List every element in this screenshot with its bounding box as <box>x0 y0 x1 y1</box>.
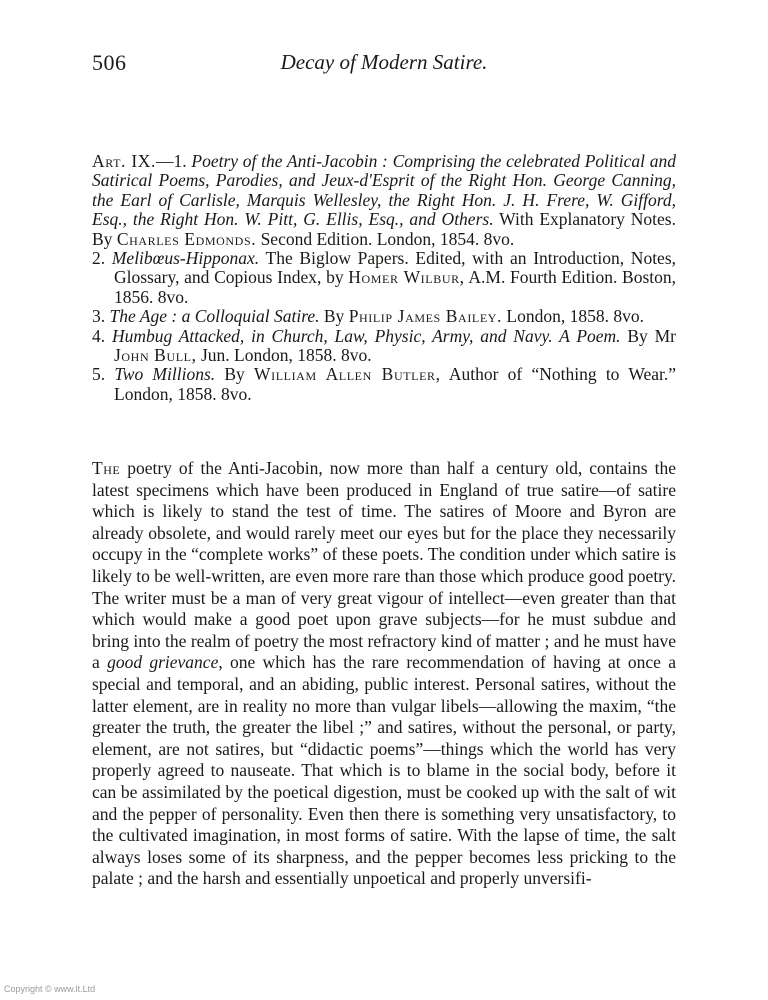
entry-title: Two Millions. <box>114 364 216 385</box>
entry-imprint: Author of “Nothing to Wear.” London, 1858. 8vo. <box>114 364 676 404</box>
entry-imprint: Second Edition. London, 1854. 8vo. <box>260 228 515 249</box>
running-title: Decay of Modern Satire. <box>280 50 488 74</box>
entry-title: Poetry of the Anti-Jacobin : Comprising the celebrated Political and Satirical Poems, Parodies, and Jeux-d'Esprit of the Right Hon. George Canning, the Earl of Carlisle, Marquis Wellesley, the Right Hon. J. H. Frere, W. Gifford, Esq., the Right Hon. W. Pitt, G. Ellis, Esq., and Others. <box>92 151 676 230</box>
article-label: Art. IX. <box>92 151 157 171</box>
bibliography-entry-1 <box>92 152 676 249</box>
entry-author: William Allen Butler, <box>254 364 441 385</box>
entry-number: 5. <box>92 364 106 385</box>
page-header <box>92 50 676 80</box>
entry-title: The Age : a Colloquial Satire. <box>109 306 320 327</box>
bibliography-entry-3 <box>92 307 676 326</box>
entry-number: —1. <box>156 151 187 171</box>
body-text-part-1: poetry of the Anti-Jacobin, now more than half a century old, contains the latest specimens which have been produced in England of true satire—of satire which is likely to stand the test of time. The satires of Moore and Byron are already obsolete, and would rarely meet our eyes but for the place they necessarily occupy in the “complete works” of these poets. The condition under which satire is likely to be well-written, are even more rare than those which produce good poetry. The writer must be a man of very great vigour of intellect—even greater than that which would make a good poet upon grave subjects—for he must subdue and bring into the realm of poetry the most refractory kind of matter ; and he must have a <box>92 458 676 673</box>
entry-note: With Explanatory Notes. By <box>92 209 676 249</box>
entry-note: By <box>323 306 345 327</box>
entry-author: Homer Wilbur, <box>348 267 465 288</box>
entry-author: John Bull, <box>114 345 197 366</box>
entry-note: By Mr <box>627 325 676 346</box>
entry-title: Humbug Attacked, in Church, Law, Physic, Army, and Navy. A Poem. <box>111 325 621 346</box>
page-number: 506 <box>92 50 127 75</box>
entry-title: Melibœus-Hipponax. <box>111 248 260 269</box>
entry-note: The Biglow Papers. Edited, with an Introduction, Notes, Glossary, and Copious Index, by <box>114 248 677 288</box>
entry-note: By <box>224 364 245 385</box>
entry-author: Charles Edmonds. <box>116 228 257 249</box>
bibliography-entry-4 <box>92 327 676 366</box>
entry-number: 4. <box>92 325 106 346</box>
entry-number: 3. <box>92 306 106 327</box>
body-emphasis: good grievance <box>107 652 219 673</box>
entry-imprint: A.M. Fourth Edition. Boston, 1856. 8vo. <box>114 267 676 307</box>
copyright-watermark: Copyright © www.lt.Ltd <box>4 984 96 994</box>
entry-imprint: London, 1858. 8vo. <box>506 306 644 327</box>
bibliography-entry-5 <box>92 365 676 404</box>
paragraph-lead-word: The <box>92 458 121 478</box>
bibliography-entry-2 <box>92 249 676 307</box>
article-bibliography <box>92 152 676 404</box>
entry-author: Philip James Bailey. <box>348 306 503 327</box>
body-text-part-2: , one which has the rare recommendation of having at once a special and temporal, and an abiding, public interest. Personal satires, without the latter element, are in reality no more than vulgar libels—allowing the maxim, “the greater the truth, the greater the libel ;” and satires, without the personal, or party, element, are not satires, but “didactic poems”—things which the world has very properly agreed to nauseate. That which is to blame in the social body, before it can be assimilated by the poetical digestion, must be cooked up with the salt of wit and the pepper of personality. Even then there is something very unsatisfactory, to the cultivated imagination, in most forms of satire. With the lapse of time, the salt always loses some of its sharpness, and the pepper becomes less pricking to the palate ; and the harsh and essentially unpoetical and properly unversifi- <box>92 652 676 889</box>
entry-number: 2. <box>92 248 106 269</box>
article-body-paragraph <box>92 458 676 890</box>
entry-imprint: Jun. London, 1858. 8vo. <box>200 345 372 366</box>
